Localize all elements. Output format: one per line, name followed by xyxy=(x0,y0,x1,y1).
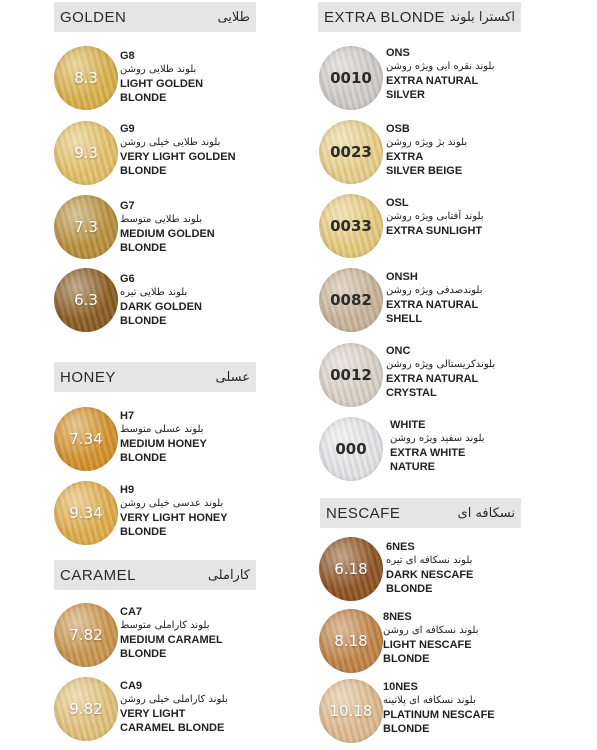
color-code: CA7 xyxy=(120,606,143,618)
swatch-number: 8.18 xyxy=(334,632,368,650)
swatch-ca9 xyxy=(54,677,118,741)
color-code: G7 xyxy=(120,200,135,212)
swatch-g6 xyxy=(54,268,118,332)
color-info-ons xyxy=(386,46,526,102)
header-nescafe-fa: نسکافه ای xyxy=(457,505,515,521)
header-nescafe-en: NESCAFE xyxy=(326,504,401,522)
color-name-en: LIGHT NESCAFE BLONDE xyxy=(383,639,472,665)
header-extra-blonde-fa: اکسترا بلوند xyxy=(449,9,515,25)
color-name-en: VERY LIGHT GOLDEN BLONDE xyxy=(120,151,236,177)
color-name-en: LIGHT GOLDEN BLONDE xyxy=(120,78,204,104)
color-name-fa: بلوند بژ ویژه روشن xyxy=(386,137,468,148)
color-code: CA9 xyxy=(120,680,143,692)
color-name-en: EXTRA NATURAL CRYSTAL xyxy=(386,373,479,399)
swatch-number: 0082 xyxy=(330,291,372,309)
swatch-osl xyxy=(319,194,383,258)
color-name-fa: بلوند نسکافه ای روشن xyxy=(383,625,479,636)
header-golden-en: GOLDEN xyxy=(60,8,127,26)
color-code: ONSH xyxy=(386,271,418,283)
color-info-white xyxy=(390,418,530,474)
color-info-g6 xyxy=(120,272,260,328)
swatch-number: 7.3 xyxy=(74,218,98,236)
swatch-onsh xyxy=(319,268,383,332)
swatch-g8 xyxy=(54,46,118,110)
color-code: WHITE xyxy=(390,419,426,431)
swatch-number: 0012 xyxy=(330,366,372,384)
header-extra-blonde-en: EXTRA BLONDE xyxy=(324,8,446,26)
color-name-fa: بلوند نقره ایی ویژه روشن xyxy=(386,61,495,72)
color-info-g9 xyxy=(120,122,260,178)
color-name-en: EXTRA NATURAL SILVER xyxy=(386,75,479,101)
color-code: OSL xyxy=(386,197,409,209)
color-name-en: MEDIUM HONEY BLONDE xyxy=(120,438,207,464)
color-name-en: DARK NESCAFE BLONDE xyxy=(386,569,474,595)
color-code: G9 xyxy=(120,123,135,135)
color-code: 6NES xyxy=(386,541,415,553)
color-info-g7 xyxy=(120,199,260,255)
color-info-8nes xyxy=(383,610,523,666)
header-golden xyxy=(54,2,256,32)
header-extra-blonde xyxy=(318,2,521,32)
header-honey xyxy=(54,362,256,392)
swatch-number: 7.82 xyxy=(69,626,103,644)
color-name-en: EXTRA SILVER BEIGE xyxy=(386,151,463,177)
header-golden-fa: طلایی xyxy=(217,9,250,25)
color-code: G6 xyxy=(120,273,135,285)
color-info-ca7 xyxy=(120,605,260,661)
swatch-8nes xyxy=(319,609,383,673)
color-name-en: VERY LIGHT HONEY BLONDE xyxy=(120,512,228,538)
color-info-h7 xyxy=(120,409,260,465)
color-info-onsh xyxy=(386,270,526,326)
swatch-white xyxy=(319,417,383,481)
color-name-fa: بلوند کاراملی متوسط xyxy=(120,620,210,631)
swatch-ons xyxy=(319,46,383,110)
swatch-number: 10.18 xyxy=(329,702,373,720)
color-code: H9 xyxy=(120,484,135,496)
color-name-fa: بلوندکریستالی ویژه روشن xyxy=(386,359,496,370)
color-info-onc xyxy=(386,344,526,400)
color-code: ONC xyxy=(386,345,411,357)
swatch-number: 9.82 xyxy=(69,700,103,718)
color-info-g8 xyxy=(120,49,260,105)
color-name-en: EXTRA SUNLIGHT xyxy=(386,225,483,237)
color-name-fa: بلوند عسلی متوسط xyxy=(120,424,204,435)
swatch-ca7 xyxy=(54,603,118,667)
swatch-6nes xyxy=(319,537,383,601)
color-name-fa: بلوند عدسی خیلی روشن xyxy=(120,498,224,509)
color-code: G8 xyxy=(120,50,135,62)
color-info-ca9 xyxy=(120,679,260,735)
swatch-number: 0033 xyxy=(330,217,372,235)
swatch-number: 000 xyxy=(335,440,367,458)
color-name-en: EXTRA NATURAL SHELL xyxy=(386,299,479,325)
swatch-g7 xyxy=(54,195,118,259)
color-name-fa: بلوند نسکافه ای پلاتینه xyxy=(383,695,476,706)
color-info-h9 xyxy=(120,483,260,539)
header-caramel-en: CARAMEL xyxy=(60,566,137,584)
color-info-6nes xyxy=(386,540,526,596)
swatch-number: 0023 xyxy=(330,143,372,161)
header-honey-en: HONEY xyxy=(60,368,116,386)
color-name-fa: بلوند سفید ویژه روشن xyxy=(390,433,485,444)
color-name-en: PLATINUM NESCAFE BLONDE xyxy=(383,709,495,735)
swatch-number: 6.18 xyxy=(334,560,368,578)
color-name-fa: بلوند نسکافه ای تیره xyxy=(386,555,473,566)
color-info-10nes xyxy=(383,680,523,736)
color-name-fa: بلوند طلایی تیره xyxy=(120,287,188,298)
color-name-en: MEDIUM GOLDEN BLONDE xyxy=(120,228,215,254)
swatch-onc xyxy=(319,343,383,407)
color-name-fa: بلوند آفتابی ویژه روشن xyxy=(386,211,484,222)
color-code: OSB xyxy=(386,123,410,135)
swatch-h7 xyxy=(54,407,118,471)
color-name-fa: بلوند طلایی متوسط xyxy=(120,214,203,225)
color-name-en: DARK GOLDEN BLONDE xyxy=(120,301,202,327)
header-honey-fa: عسلی xyxy=(215,369,250,385)
color-name-en: EXTRA WHITE NATURE xyxy=(390,447,466,473)
color-code: H7 xyxy=(120,410,135,422)
swatch-number: 7.34 xyxy=(69,430,103,448)
color-code: 10NES xyxy=(383,681,418,693)
color-info-osl xyxy=(386,196,526,238)
swatch-number: 8.3 xyxy=(74,69,98,87)
swatch-h9 xyxy=(54,481,118,545)
header-nescafe xyxy=(320,498,521,528)
color-code: ONS xyxy=(386,47,410,59)
swatch-number: 9.34 xyxy=(69,504,103,522)
swatch-number: 6.3 xyxy=(74,291,98,309)
color-name-fa: بلوندصدفی ویژه روشن xyxy=(386,285,483,296)
swatch-osb xyxy=(319,120,383,184)
swatch-g9 xyxy=(54,121,118,185)
color-name-fa: بلوند طلایی روشن xyxy=(120,64,197,75)
header-caramel-fa: کاراملی xyxy=(207,567,250,583)
color-info-osb xyxy=(386,122,526,178)
color-name-fa: بلوند کاراملی خیلی روشن xyxy=(120,694,228,705)
color-code: 8NES xyxy=(383,611,412,623)
swatch-number: 0010 xyxy=(330,69,372,87)
header-caramel xyxy=(54,560,256,590)
color-name-fa: بلوند طلایی خیلی روشن xyxy=(120,137,221,148)
swatch-number: 9.3 xyxy=(74,144,98,162)
swatch-10nes xyxy=(319,679,383,743)
color-name-en: VERY LIGHT CARAMEL BLONDE xyxy=(120,708,225,734)
color-name-en: MEDIUM CARAMEL BLONDE xyxy=(120,634,223,660)
